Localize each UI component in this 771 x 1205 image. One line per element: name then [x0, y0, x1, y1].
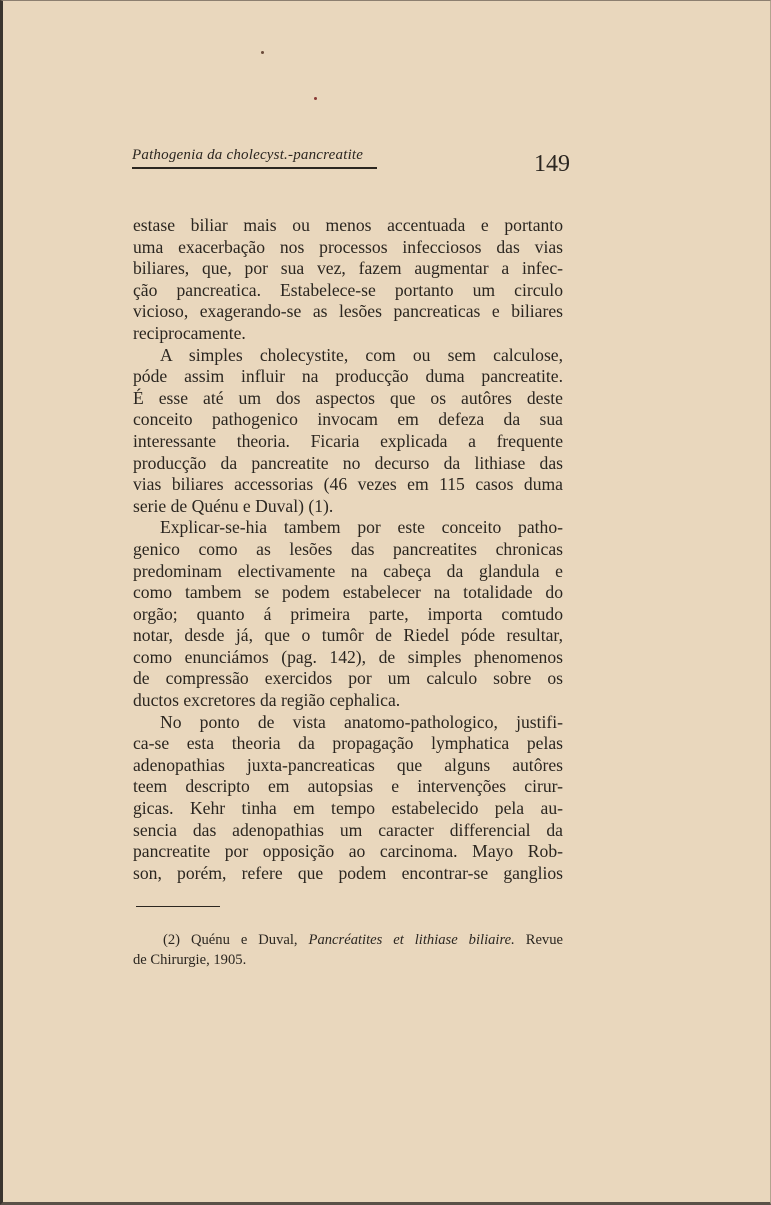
text-line: notar, desde já, que o tumôr de Riedel póde resultar,	[133, 625, 563, 646]
text-line: son, porém, refere que podem encontrar-se ganglios	[133, 862, 563, 883]
text-line: como tambem se podem estabelecer na totalidade do	[133, 582, 563, 603]
body-text	[133, 215, 563, 884]
text-line: É esse até um dos aspectos que os autôres deste	[133, 387, 563, 408]
text-line: uma exacerbação nos processos infecciosos das vias	[133, 236, 563, 257]
text-line: No ponto de vista anatomo-pathologico, justifi-	[160, 711, 563, 732]
text-line: ca-se esta theoria da propagação lymphatica pelas	[133, 733, 563, 754]
text-line: interessante theoria. Ficaria explicada a frequente	[133, 430, 563, 451]
text-line: Explicar-se-hia tambem por este conceito patho-	[160, 517, 563, 538]
text-line: genico como as lesões das pancreatites chronicas	[133, 538, 563, 559]
page-number: 149	[534, 151, 570, 177]
footnote-title: Pancréatites et lithiase biliaire.	[308, 932, 515, 948]
text-line: predominam electivamente na cabeça da glandula e	[133, 560, 563, 581]
footnote	[133, 930, 563, 970]
footnote-divider	[136, 906, 220, 907]
text-line: vicioso, exagerando-se as lesões pancreaticas e biliares	[133, 301, 563, 322]
text-line: conceito pathogenico invocam em defeza da sua	[133, 409, 563, 430]
text-line: serie de Quénu e Duval) (1).	[133, 495, 334, 516]
text-line: biliares, que, por sua vez, fazem augmentar a infec-	[133, 258, 563, 279]
text-line: póde assim influir na producção duma pancreatite.	[133, 366, 563, 387]
text-line: como enunciámos (pag. 142), de simples phenomenos	[133, 646, 563, 667]
text-line: orgão; quanto á primeira parte, importa comtudo	[133, 603, 563, 624]
text-line: sencia das adenopathias um caracter differencial da	[133, 819, 563, 840]
text-line: producção da pancreatite no decurso da lithiase das	[133, 452, 563, 473]
text-line: ção pancreatica. Estabelece-se portanto um circulo	[133, 279, 563, 300]
footnote-line	[133, 930, 563, 950]
text-line: de compressão exercidos por um calculo sobre os	[133, 668, 563, 689]
footnote-line: de Chirurgie, 1905.	[133, 952, 247, 968]
text-line: reciprocamente.	[133, 322, 246, 343]
footnote-after-title: Revue	[514, 932, 563, 948]
text-line: pancreatite por opposição ao carcinoma. Mayo Rob-	[133, 841, 563, 862]
text-line: adenopathias juxta-pancreaticas que alguns autôres	[133, 754, 563, 775]
text-line: estase biliar mais ou menos accentuada e portanto	[133, 215, 563, 235]
text-line: vias biliares accessorias (46 vezes em 115 casos duma	[133, 474, 563, 495]
text-line: A simples cholecystite, com ou sem calculose,	[160, 344, 563, 365]
ink-spot	[314, 97, 317, 100]
footnote-marker: (2) Quénu e Duval,	[163, 932, 309, 948]
ink-spot	[261, 51, 264, 54]
text-line: gicas. Kehr tinha em tempo estabelecido pela au-	[133, 798, 563, 819]
running-title: Pathogenia da cholecyst.-pancreatite	[132, 147, 377, 169]
text-line: teem descripto em autopsias e intervenções cirur-	[133, 776, 563, 797]
text-line: ductos excretores da região cephalica.	[133, 690, 401, 711]
